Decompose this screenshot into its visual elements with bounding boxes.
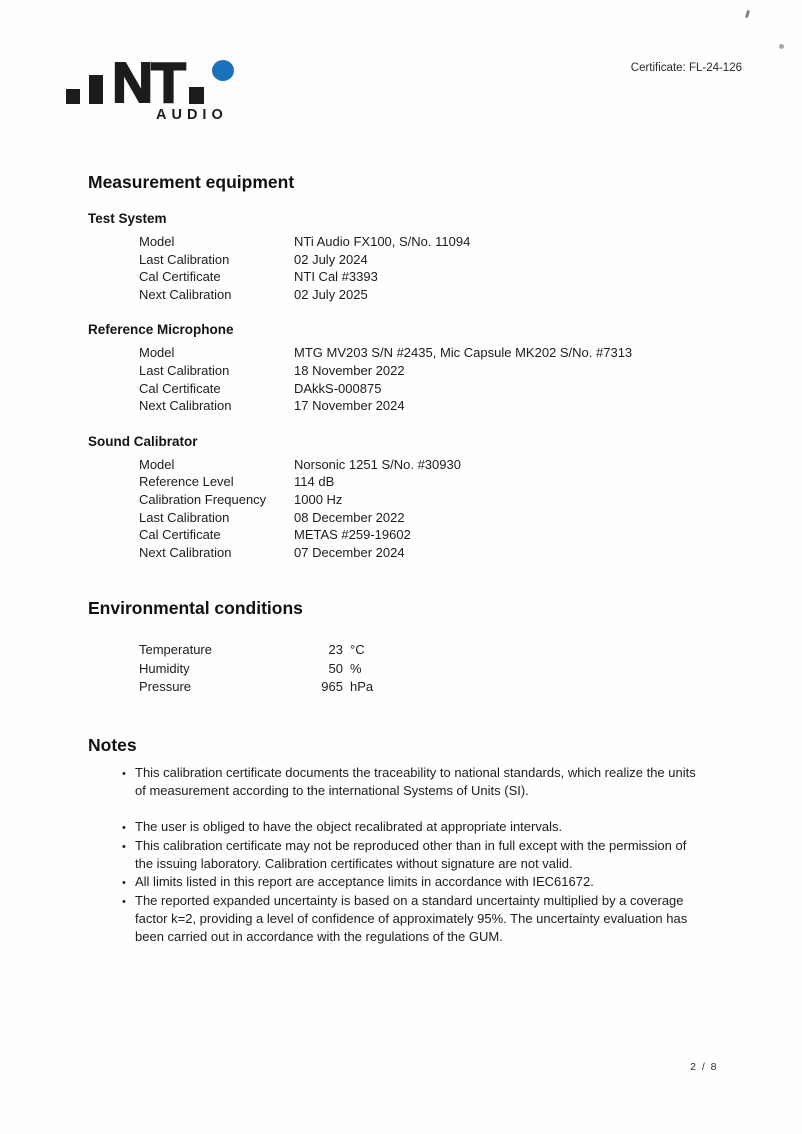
equipment-table <box>139 233 470 303</box>
logo-i-dot-icon <box>212 60 234 81</box>
row-value: 114 dB <box>294 474 335 490</box>
bullet-icon <box>122 818 135 837</box>
row-label: Cal Certificate <box>139 527 221 543</box>
row-value: 23 <box>328 642 343 658</box>
row-unit: °C <box>350 642 365 658</box>
row-value: MTG MV203 S/N #2435, Mic Capsule MK202 S/No. #7313 <box>294 345 633 361</box>
row-value: NTI Cal #3393 <box>294 269 378 285</box>
logo-audio-text: AUDIO <box>156 107 228 123</box>
logo-level-bar-tall <box>89 75 103 104</box>
row-value: METAS #259-19602 <box>294 527 411 543</box>
table-row <box>139 509 461 527</box>
table-row <box>139 678 373 696</box>
row-value: 02 July 2025 <box>294 286 368 302</box>
logo-i-stem <box>189 87 204 104</box>
row-label: Pressure <box>139 678 192 694</box>
row-value: Norsonic 1251 S/No. #30930 <box>294 456 461 472</box>
group-title: Reference Microphone <box>88 322 234 338</box>
table-row <box>139 660 373 678</box>
certificate-number: Certificate: FL-24-126 <box>630 62 742 74</box>
table-row <box>139 268 470 286</box>
table-row <box>139 362 632 380</box>
table-row <box>139 456 461 474</box>
row-value: 07 December 2024 <box>294 544 405 560</box>
table-row <box>139 526 461 544</box>
note-text: This calibration certificate may not be reproduced other than in full except with the permission of the issuing laboratory. Calibration certificates without signature are not valid. <box>135 837 687 871</box>
logo-i-glyph <box>187 62 235 104</box>
row-value: 1000 Hz <box>294 491 343 507</box>
bullet-icon <box>122 873 135 892</box>
row-label: Model <box>139 345 175 361</box>
logo-nt-letters: NT <box>112 51 184 115</box>
list-item <box>122 873 698 892</box>
row-label: Last Calibration <box>139 251 230 267</box>
group-title: Sound Calibrator <box>88 433 198 449</box>
section-title-notes: Notes <box>88 734 137 755</box>
row-label: Humidity <box>139 660 190 676</box>
table-row <box>139 397 632 415</box>
scan-speck <box>779 44 784 49</box>
page-number: 2 / 8 <box>690 1061 718 1073</box>
row-label: Model <box>139 456 175 472</box>
row-unit: % <box>350 660 362 676</box>
row-label: Next Calibration <box>139 544 232 560</box>
table-row <box>139 544 461 562</box>
note-text: This calibration certificate documents the traceability to national standards, which realize the units of measurement according to the international Systems of Units (SI). <box>135 764 696 798</box>
list-item <box>122 818 698 837</box>
table-row <box>139 344 632 362</box>
row-label: Temperature <box>139 642 212 658</box>
table-row <box>139 380 632 398</box>
row-value: 50 <box>328 660 343 676</box>
scan-speck <box>745 10 750 19</box>
group-title: Test System <box>88 211 167 226</box>
environmental-table <box>139 641 373 696</box>
row-value: 17 November 2024 <box>294 398 405 414</box>
row-label: Model <box>139 234 175 249</box>
bullet-icon <box>122 764 135 800</box>
list-item <box>122 892 698 946</box>
section-title-measurement-equipment: Measurement equipment <box>88 172 295 192</box>
row-value: DAkkS-000875 <box>294 380 382 396</box>
section-title-environmental-conditions: Environmental conditions <box>88 598 303 619</box>
table-row <box>139 251 470 269</box>
equipment-table <box>139 456 461 562</box>
notes-list <box>122 764 698 946</box>
row-label: Next Calibration <box>139 286 232 302</box>
note-text: The reported expanded uncertainty is based on a standard uncertainty multiplied by a coverage factor k=2, providing a level of confidence of approximately 95%. The uncertainty evaluation has been carried out in accordance with the regulations of the GUM. <box>135 892 688 944</box>
row-value: 18 November 2022 <box>294 362 405 378</box>
bullet-icon <box>122 892 135 946</box>
nti-audio-logo <box>66 51 235 123</box>
table-row <box>139 473 461 491</box>
table-row <box>139 286 470 304</box>
equipment-group-reference-microphone <box>88 322 742 414</box>
row-value: 08 December 2022 <box>294 509 405 525</box>
row-label: Last Calibration <box>139 362 230 378</box>
row-label: Calibration Frequency <box>139 491 267 507</box>
row-label: Cal Certificate <box>139 269 221 285</box>
note-text: The user is obliged to have the object recalibrated at appropriate intervals. <box>135 818 563 834</box>
row-value: 965 <box>321 678 343 694</box>
row-label: Reference Level <box>139 474 234 490</box>
table-row <box>139 233 470 251</box>
list-item <box>122 764 698 800</box>
row-label: Next Calibration <box>139 398 232 414</box>
logo-level-bar-small <box>66 89 80 104</box>
row-unit: hPa <box>350 678 374 694</box>
note-text: All limits listed in this report are acceptance limits in accordance with IEC61672. <box>135 873 594 889</box>
row-value: 02 July 2024 <box>294 251 368 267</box>
list-item <box>122 837 698 873</box>
equipment-table <box>139 344 632 414</box>
equipment-group-test-system <box>88 211 742 303</box>
row-value: NTi Audio FX100, S/No. 11094 <box>294 234 471 249</box>
equipment-group-sound-calibrator <box>88 434 742 562</box>
table-row <box>139 641 373 659</box>
document-body <box>88 150 742 946</box>
bullet-icon <box>122 837 135 873</box>
row-label: Cal Certificate <box>139 380 221 396</box>
row-label: Last Calibration <box>139 509 230 525</box>
table-row <box>139 491 461 509</box>
